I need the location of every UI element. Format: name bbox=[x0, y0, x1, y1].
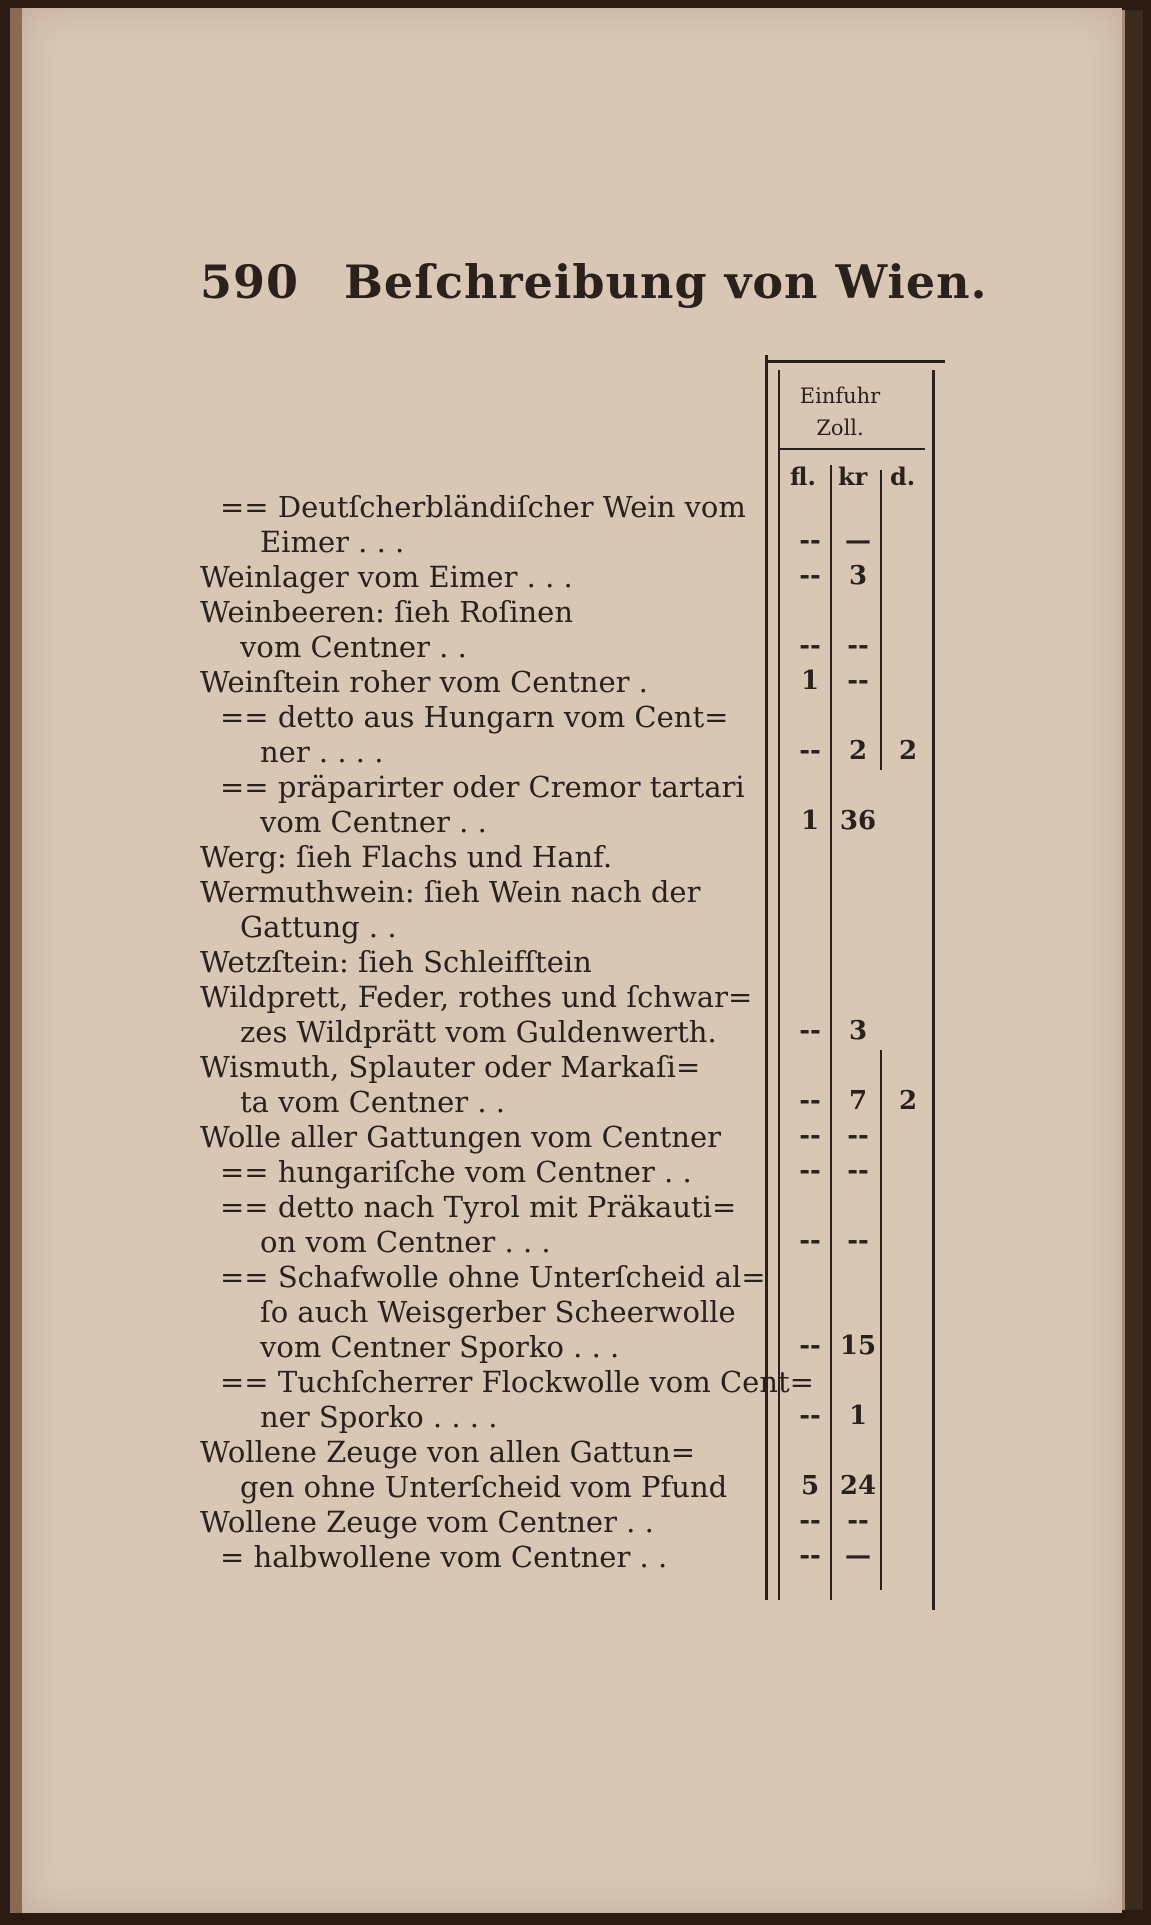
list-item: Wismuth, Splauter oder Markaſi= ta vom Centner . . bbox=[200, 1050, 701, 1119]
column-header-einfuhr-zoll bbox=[780, 380, 900, 444]
tariff-list bbox=[200, 490, 814, 1575]
column-header-kr: kr bbox=[838, 462, 868, 491]
table-rule-kr-d bbox=[880, 470, 882, 770]
list-item: Wetzſtein: ſieh Schleifſtein bbox=[200, 945, 592, 979]
value-fl: -- bbox=[799, 561, 821, 591]
value-kr: 1 bbox=[848, 1401, 868, 1431]
value-fl: -- bbox=[799, 1121, 821, 1151]
table-rule-header bbox=[780, 448, 925, 450]
value-fl: -- bbox=[799, 631, 821, 661]
table-rule-fl-kr bbox=[830, 465, 832, 1600]
value-kr: 2 bbox=[848, 736, 868, 766]
value-kr: 24 bbox=[839, 1471, 877, 1501]
value-fl: -- bbox=[799, 1226, 821, 1256]
value-fl: 5 bbox=[800, 1471, 820, 1501]
value-fl: -- bbox=[799, 1156, 821, 1186]
column-header-fl: fl. bbox=[790, 462, 816, 491]
list-item: == Deutſcherbländiſcher Wein vom Eimer . . . bbox=[220, 490, 746, 559]
list-item: Weinlager vom Eimer . . . bbox=[200, 560, 573, 594]
list-item: == detto nach Tyrol mit Präkauti= on vom Centner . . . bbox=[220, 1190, 737, 1259]
list-item: Wildprett, Feder, rothes und ſchwar= zes Wildprätt vom Guldenwerth. bbox=[200, 980, 753, 1049]
value-kr: — bbox=[845, 1541, 871, 1571]
value-kr: -- bbox=[847, 631, 869, 661]
list-item: == Tuchſcherrer Flockwolle vom Cent= ner Sporko . . . . bbox=[220, 1365, 814, 1434]
value-fl: -- bbox=[799, 1401, 821, 1431]
value-fl: -- bbox=[799, 1541, 821, 1571]
value-d: 2 bbox=[898, 1086, 918, 1116]
column-header-line1: Einfuhr bbox=[799, 384, 881, 408]
value-kr: 36 bbox=[839, 806, 877, 836]
list-item: == präparirter oder Cremor tartari vom Centner . . bbox=[220, 770, 745, 839]
value-fl: 1 bbox=[800, 806, 820, 836]
list-item: == hungariſche vom Centner . . bbox=[220, 1155, 692, 1189]
value-d: 2 bbox=[898, 736, 918, 766]
list-item: Wollene Zeuge von allen Gattun= gen ohne Unterſcheid vom Pfund bbox=[200, 1435, 728, 1504]
list-item: Weinbeeren: ſieh Roſinen vom Centner . . bbox=[200, 595, 574, 664]
value-fl: 1 bbox=[800, 666, 820, 696]
value-fl: -- bbox=[799, 1086, 821, 1116]
page-number: 590 bbox=[200, 255, 300, 309]
table-rule-top bbox=[765, 360, 945, 363]
value-kr: -- bbox=[847, 1506, 869, 1536]
table-rule-left-inner bbox=[778, 370, 780, 1600]
value-kr: -- bbox=[847, 1226, 869, 1256]
column-header-d: d. bbox=[890, 462, 916, 491]
value-kr: -- bbox=[847, 666, 869, 696]
list-item: Weinſtein roher vom Centner . bbox=[200, 665, 648, 699]
column-header-line2: Zoll. bbox=[816, 416, 864, 440]
table-rule-right bbox=[932, 370, 935, 1610]
value-kr: 7 bbox=[848, 1086, 868, 1116]
value-kr: 3 bbox=[848, 561, 868, 591]
list-item: Wolle aller Gattungen vom Centner bbox=[200, 1120, 721, 1154]
value-fl: -- bbox=[799, 526, 821, 556]
list-item: Werg: ſieh Flachs und Hanf. bbox=[200, 840, 613, 874]
value-kr: -- bbox=[847, 1121, 869, 1151]
page-header bbox=[200, 255, 988, 309]
value-kr: -- bbox=[847, 1156, 869, 1186]
list-item: = halbwollene vom Centner . . bbox=[220, 1540, 668, 1574]
value-fl: -- bbox=[799, 736, 821, 766]
value-fl: -- bbox=[799, 1506, 821, 1536]
value-fl: -- bbox=[799, 1016, 821, 1046]
value-fl: -- bbox=[799, 1331, 821, 1361]
list-item: == Schafwolle ohne Unterſcheid al= ſo auch Weisgerber Scheerwolle vom Centner Sporko . . . bbox=[220, 1260, 766, 1364]
page-title: Beſchreibung von Wien. bbox=[344, 255, 988, 309]
list-item: Wollene Zeuge vom Centner . . bbox=[200, 1505, 654, 1539]
value-kr: 15 bbox=[839, 1331, 877, 1361]
list-item: == detto aus Hungarn vom Cent= ner . . . . bbox=[220, 700, 729, 769]
value-kr: — bbox=[845, 526, 871, 556]
value-kr: 3 bbox=[848, 1016, 868, 1046]
table-rule-kr-d-lower bbox=[880, 1050, 882, 1590]
list-item: Wermuthwein: ſieh Wein nach der Gattung . . bbox=[200, 875, 701, 944]
book-page-edge bbox=[1122, 10, 1143, 1910]
